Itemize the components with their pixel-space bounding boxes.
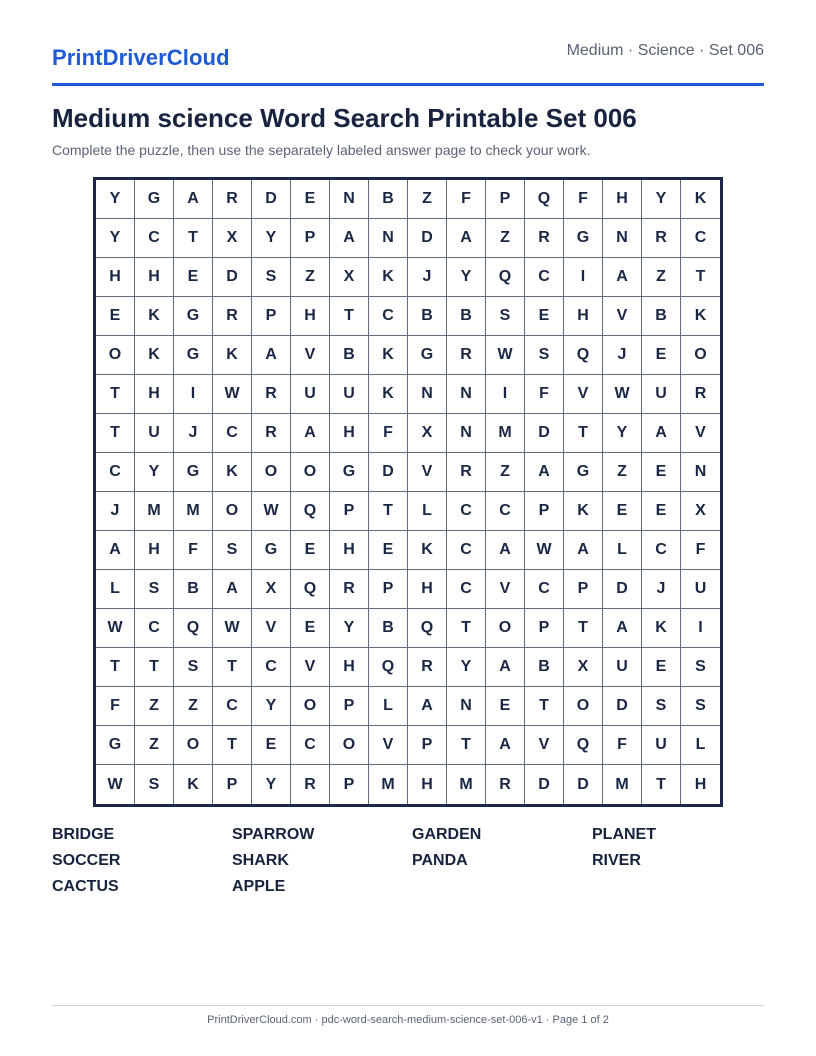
- grid-cell: H: [330, 531, 369, 570]
- grid-cell: H: [564, 297, 603, 336]
- grid-cell: Z: [486, 219, 525, 258]
- grid-cell: P: [330, 765, 369, 804]
- grid-cell: A: [408, 687, 447, 726]
- grid-cell: S: [681, 687, 720, 726]
- grid-cell: R: [291, 765, 330, 804]
- grid-cell: H: [694, 775, 707, 793]
- grid-cell: T: [213, 726, 252, 765]
- grid-cell: P: [291, 219, 330, 258]
- grid-cell: G: [330, 453, 369, 492]
- grid-cell: A: [213, 570, 252, 609]
- grid-cell: W: [252, 492, 291, 531]
- grid-cell: O: [291, 687, 330, 726]
- grid-cell: E: [642, 648, 681, 687]
- grid-cell: Q: [486, 258, 525, 297]
- grid-cell: E: [252, 726, 291, 765]
- grid-cell: E: [96, 297, 135, 336]
- grid-cell: E: [291, 609, 330, 648]
- grid-cell: H: [135, 375, 174, 414]
- grid-cell: V: [291, 336, 330, 375]
- grid-cell: T: [564, 414, 603, 453]
- grid-cell: P: [525, 609, 564, 648]
- grid-cell: O: [486, 609, 525, 648]
- grid-cell: N: [447, 375, 486, 414]
- grid-cell: K: [213, 336, 252, 375]
- page-header: [52, 38, 764, 86]
- grid-cell: E: [525, 297, 564, 336]
- grid-cell: R: [330, 570, 369, 609]
- grid-cell: A: [96, 531, 135, 570]
- grid-cell: C: [135, 219, 174, 258]
- grid-cell: C: [486, 492, 525, 531]
- grid-cell: N: [369, 219, 408, 258]
- grid-cell: T: [96, 648, 135, 687]
- grid-cell: M: [486, 414, 525, 453]
- grid-cell: E: [174, 258, 213, 297]
- grid-cell: W: [525, 531, 564, 570]
- grid-cell: L: [603, 531, 642, 570]
- grid-cell: Z: [135, 726, 174, 765]
- grid-cell: S: [135, 570, 174, 609]
- grid-cell: R: [447, 453, 486, 492]
- grid-cell: S: [252, 258, 291, 297]
- grid-cell: I: [564, 258, 603, 297]
- grid-cell: Q: [564, 726, 603, 765]
- grid-cell: B: [642, 297, 681, 336]
- grid-cell: W: [603, 375, 642, 414]
- grid-cell: T: [369, 492, 408, 531]
- grid-cell: Y: [330, 609, 369, 648]
- grid-cell: Q: [564, 336, 603, 375]
- grid-cell: A: [252, 336, 291, 375]
- word-list-item: PLANET: [592, 826, 656, 843]
- grid-cell: Q: [174, 609, 213, 648]
- grid-cell: V: [486, 570, 525, 609]
- grid-cell: C: [291, 726, 330, 765]
- grid-cell: T: [96, 375, 135, 414]
- grid-cell: U: [603, 648, 642, 687]
- grid-cell: T: [447, 609, 486, 648]
- grid-cell: G: [135, 180, 174, 219]
- grid-cell: E: [291, 531, 330, 570]
- grid-cell: Z: [408, 180, 447, 219]
- grid-cell: A: [525, 453, 564, 492]
- word-list-item: GARDEN: [412, 826, 482, 843]
- grid-cell: K: [681, 297, 720, 336]
- grid-cell: J: [642, 570, 681, 609]
- grid-cell: D: [369, 453, 408, 492]
- grid-cell: D: [213, 258, 252, 297]
- grid-cell: H: [291, 297, 330, 336]
- grid-cell: L: [96, 570, 135, 609]
- grid-cell: C: [135, 609, 174, 648]
- grid-cell: O: [213, 492, 252, 531]
- grid-cell: X: [408, 414, 447, 453]
- grid-cell: V: [525, 726, 564, 765]
- grid-cell: H: [96, 258, 135, 297]
- grid-cell: T: [447, 726, 486, 765]
- grid-cell: P: [525, 492, 564, 531]
- grid-cell: G: [408, 336, 447, 375]
- grid-cell: A: [603, 609, 642, 648]
- word-list-item: SHARK: [232, 852, 289, 869]
- grid-cell: W: [96, 609, 135, 648]
- grid-cell: D: [525, 765, 564, 804]
- grid-cell: Z: [642, 258, 681, 297]
- grid-cell: V: [252, 609, 291, 648]
- grid-cell: H: [135, 531, 174, 570]
- grid-cell: B: [408, 297, 447, 336]
- grid-cell: P: [213, 765, 252, 804]
- grid-cell: E: [642, 492, 681, 531]
- grid-cell: K: [369, 375, 408, 414]
- grid-cell: A: [642, 414, 681, 453]
- grid-cell: K: [369, 258, 408, 297]
- grid-cell: E: [642, 336, 681, 375]
- grid-cell: H: [135, 258, 174, 297]
- grid-cell: H: [408, 765, 447, 804]
- grid-cell: Q: [291, 570, 330, 609]
- grid-cell: M: [135, 492, 174, 531]
- grid-cell: S: [486, 297, 525, 336]
- grid-cell: P: [330, 687, 369, 726]
- grid-cell: G: [252, 531, 291, 570]
- grid-cell: T: [642, 765, 681, 804]
- grid-cell: C: [681, 219, 720, 258]
- grid-cell: L: [369, 687, 408, 726]
- grid-cell: H: [408, 570, 447, 609]
- page-title: Medium science Word Search Printable Set 006: [52, 103, 637, 133]
- grid-cell: A: [564, 531, 603, 570]
- grid-cell: Z: [603, 453, 642, 492]
- grid-cell: R: [486, 765, 525, 804]
- grid-cell: B: [525, 648, 564, 687]
- grid-cell: U: [291, 375, 330, 414]
- grid-cell: R: [447, 336, 486, 375]
- grid-cell: K: [135, 336, 174, 375]
- grid-cell: F: [564, 180, 603, 219]
- grid-cell: R: [252, 375, 291, 414]
- grid-cell: P: [408, 726, 447, 765]
- grid-cell: M: [174, 492, 213, 531]
- grid-cell: A: [291, 414, 330, 453]
- grid-cell: S: [213, 531, 252, 570]
- grid-cell: S: [681, 648, 720, 687]
- grid-cell: V: [369, 726, 408, 765]
- grid-cell: D: [525, 414, 564, 453]
- grid-cell: Y: [447, 648, 486, 687]
- grid-cell: G: [96, 726, 135, 765]
- grid-cell: R: [252, 414, 291, 453]
- grid-cell: U: [681, 570, 720, 609]
- grid-cell: K: [564, 492, 603, 531]
- grid-cell: K: [213, 453, 252, 492]
- grid-cell: A: [330, 219, 369, 258]
- grid-cell: C: [369, 297, 408, 336]
- grid-cell: X: [564, 648, 603, 687]
- grid-cell: I: [174, 375, 213, 414]
- grid-cell: B: [369, 180, 408, 219]
- grid-cell: Y: [252, 687, 291, 726]
- grid-cell: R: [408, 648, 447, 687]
- grid-cell: T: [135, 648, 174, 687]
- grid-cell: D: [564, 765, 603, 804]
- grid-cell: A: [603, 258, 642, 297]
- grid-cell: I: [681, 609, 720, 648]
- grid-cell: A: [447, 219, 486, 258]
- grid-cell: T: [564, 609, 603, 648]
- word-list-item: RIVER: [592, 852, 641, 869]
- grid-cell: K: [369, 336, 408, 375]
- grid-cell: E: [486, 687, 525, 726]
- grid-cell: C: [642, 531, 681, 570]
- grid-cell: G: [564, 219, 603, 258]
- grid-cell: N: [447, 687, 486, 726]
- grid-cell: F: [525, 375, 564, 414]
- grid-cell: D: [252, 180, 291, 219]
- grid-cell: G: [174, 336, 213, 375]
- grid-cell: O: [564, 687, 603, 726]
- grid-cell: X: [252, 570, 291, 609]
- grid-cell: X: [330, 258, 369, 297]
- grid-cell: S: [642, 687, 681, 726]
- grid-cell: L: [408, 492, 447, 531]
- grid-cell: P: [252, 297, 291, 336]
- grid-cell: Y: [96, 219, 135, 258]
- grid-cell: F: [369, 414, 408, 453]
- grid-cell: H: [330, 414, 369, 453]
- grid-cell: G: [174, 297, 213, 336]
- grid-cell: W: [486, 336, 525, 375]
- grid-cell: O: [681, 336, 720, 375]
- grid-cell: A: [486, 648, 525, 687]
- grid-cell: B: [174, 570, 213, 609]
- grid-cell: O: [252, 453, 291, 492]
- grid-cell: Y: [252, 219, 291, 258]
- grid-cell: T: [213, 648, 252, 687]
- grid-cell: C: [447, 570, 486, 609]
- grid-cell: D: [408, 219, 447, 258]
- grid-cell: C: [525, 258, 564, 297]
- grid-cell: E: [603, 492, 642, 531]
- grid-cell: K: [408, 531, 447, 570]
- grid-cell: F: [603, 726, 642, 765]
- grid-cell: T: [681, 258, 720, 297]
- grid-cell: Q: [291, 492, 330, 531]
- grid-cell: O: [330, 726, 369, 765]
- grid-cell: K: [174, 765, 213, 804]
- grid-cell: Q: [369, 648, 408, 687]
- grid-cell: Z: [135, 687, 174, 726]
- grid-cell: A: [174, 180, 213, 219]
- grid-cell: M: [447, 765, 486, 804]
- grid-cell: W: [213, 609, 252, 648]
- grid-cell: S: [525, 336, 564, 375]
- grid-cell: R: [642, 219, 681, 258]
- grid-cell: W: [96, 765, 135, 804]
- grid-cell: P: [369, 570, 408, 609]
- brand-logo[interactable]: PrintDriverCloud: [52, 45, 230, 70]
- grid-cell: N: [330, 180, 369, 219]
- grid-cell: B: [447, 297, 486, 336]
- grid-cell: R: [525, 219, 564, 258]
- grid-cell: P: [564, 570, 603, 609]
- grid-cell: R: [213, 297, 252, 336]
- grid-cell: T: [330, 297, 369, 336]
- grid-cell: F: [681, 531, 720, 570]
- grid-cell: F: [447, 180, 486, 219]
- grid-cell: M: [369, 765, 408, 804]
- grid-cell: H: [603, 180, 642, 219]
- grid-cell: N: [408, 375, 447, 414]
- grid-cell: J: [603, 336, 642, 375]
- grid-cell: U: [330, 375, 369, 414]
- grid-cell: C: [213, 414, 252, 453]
- grid-cell: U: [642, 726, 681, 765]
- grid-cell: Y: [642, 180, 681, 219]
- grid-cell: C: [447, 492, 486, 531]
- grid-cell: Y: [252, 765, 291, 804]
- grid-cell: Q: [408, 609, 447, 648]
- grid-cell: Z: [486, 453, 525, 492]
- grid-cell: V: [291, 648, 330, 687]
- grid-cell: N: [447, 414, 486, 453]
- grid-cell: I: [486, 375, 525, 414]
- grid-cell: B: [330, 336, 369, 375]
- grid-cell: T: [525, 687, 564, 726]
- grid-cell: R: [681, 375, 720, 414]
- grid-cell: Y: [447, 258, 486, 297]
- grid-cell: G: [564, 453, 603, 492]
- word-list-item: BRIDGE: [52, 826, 115, 843]
- grid-cell: E: [291, 180, 330, 219]
- grid-cell: O: [291, 453, 330, 492]
- grid-cell: U: [135, 414, 174, 453]
- grid-cell: P: [486, 180, 525, 219]
- page-subtitle: Complete the puzzle, then use the separately labeled answer page to check your work.: [52, 142, 591, 158]
- grid-cell: C: [213, 687, 252, 726]
- grid-cell: N: [681, 453, 720, 492]
- grid-cell: U: [642, 375, 681, 414]
- grid-cell: V: [681, 414, 720, 453]
- grid-cell: F: [174, 531, 213, 570]
- grid-cell: Q: [525, 180, 564, 219]
- grid-cell: S: [174, 648, 213, 687]
- breadcrumb: Medium · Science · Set 006: [566, 42, 764, 59]
- grid-cell: Z: [291, 258, 330, 297]
- grid-cell: Y: [135, 453, 174, 492]
- grid-cell: C: [252, 648, 291, 687]
- grid-cell: C: [525, 570, 564, 609]
- grid-cell: F: [96, 687, 135, 726]
- grid-cell: Y: [96, 180, 135, 219]
- grid-cell: L: [681, 726, 720, 765]
- grid-cell: C: [447, 531, 486, 570]
- grid-cell: M: [603, 765, 642, 804]
- grid-cell: T: [96, 414, 135, 453]
- grid-cell: O: [174, 726, 213, 765]
- grid-cell: W: [213, 375, 252, 414]
- grid-cell: X: [681, 492, 720, 531]
- grid-cell: D: [603, 687, 642, 726]
- grid-cell: A: [486, 531, 525, 570]
- grid-cell: V: [408, 453, 447, 492]
- grid-cell: T: [174, 219, 213, 258]
- grid-cell: E: [369, 531, 408, 570]
- grid-cell: O: [96, 336, 135, 375]
- grid-cell: A: [486, 726, 525, 765]
- page-footer: PrintDriverCloud.com · pdc-word-search-medium-science-set-006-v1 · Page 1 of 2: [52, 1005, 764, 1026]
- grid-cell: N: [603, 219, 642, 258]
- word-list-item: SOCCER: [52, 852, 121, 869]
- grid-cell: V: [564, 375, 603, 414]
- grid-cell: Y: [603, 414, 642, 453]
- word-list: [52, 826, 764, 896]
- grid-cell: G: [174, 453, 213, 492]
- grid-cell: R: [213, 180, 252, 219]
- grid-cell: J: [174, 414, 213, 453]
- grid-cell: X: [213, 219, 252, 258]
- word-search-grid: [93, 177, 723, 807]
- grid-cell: S: [135, 765, 174, 804]
- grid-cell: E: [642, 453, 681, 492]
- grid-cell: K: [681, 180, 720, 219]
- grid-cell: K: [135, 297, 174, 336]
- grid-cell: J: [96, 492, 135, 531]
- grid-cell: C: [96, 453, 135, 492]
- grid-cell: J: [408, 258, 447, 297]
- word-list-item: PANDA: [412, 852, 468, 869]
- grid-cell: H: [330, 648, 369, 687]
- grid-cell: D: [603, 570, 642, 609]
- word-list-item: APPLE: [232, 878, 286, 895]
- word-list-item: CACTUS: [52, 878, 119, 895]
- grid-cell: B: [369, 609, 408, 648]
- grid-cell: Z: [174, 687, 213, 726]
- grid-cell: P: [330, 492, 369, 531]
- word-list-item: SPARROW: [232, 826, 315, 843]
- grid-cell: K: [642, 609, 681, 648]
- grid-cell: V: [603, 297, 642, 336]
